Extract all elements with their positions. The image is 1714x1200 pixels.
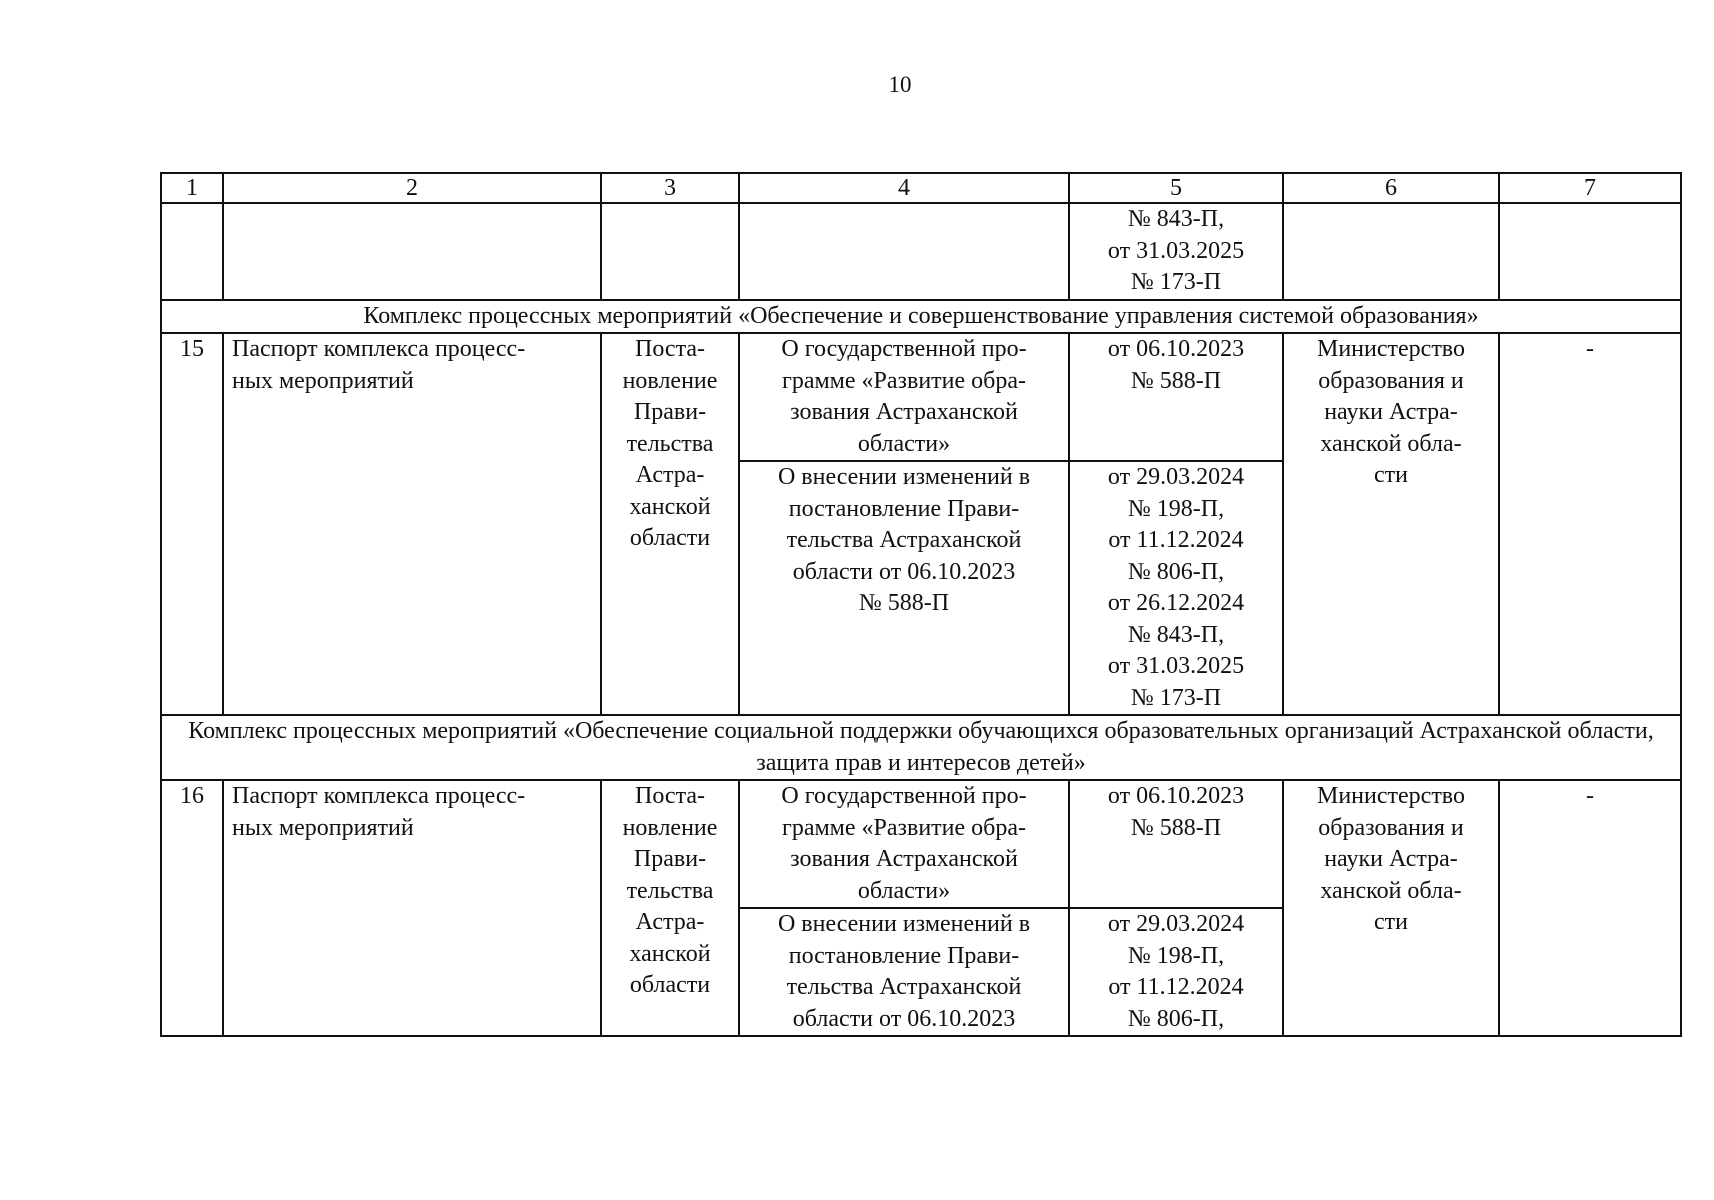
text-line: от 31.03.2025 <box>1107 237 1245 264</box>
cell-empty <box>601 203 739 300</box>
text-line: Прави- <box>633 846 707 872</box>
text-line: от 06.10.2023 <box>1107 336 1245 362</box>
document-name <box>223 333 601 715</box>
text-line: Астра- <box>635 909 705 935</box>
text-line: ных мероприятий <box>232 367 414 394</box>
text-line: тельства Астраханской <box>786 527 1022 553</box>
text-line: ханской <box>629 493 711 520</box>
column-number-row <box>161 173 1681 203</box>
text-line: № 588-П <box>1130 814 1222 841</box>
text-line: зования Астраханской <box>790 846 1018 872</box>
text-line: постановление Прави- <box>788 942 1020 969</box>
text-line: от 11.12.2024 <box>1108 974 1244 1000</box>
text-line: сти <box>1374 909 1408 935</box>
text-line: науки Астра- <box>1324 399 1458 425</box>
row-number: 16 <box>161 780 223 1036</box>
text-line: № 173-П <box>1130 269 1222 295</box>
section-heading: Комплекс процессных мероприятий «Обеспечение социальной поддержки обучающихся образовательных организаций Астраханской области, защита прав и интересов детей» <box>161 715 1681 780</box>
page-number: 10 <box>888 72 912 97</box>
document-number <box>1069 780 1283 908</box>
text-line: постановление Прави- <box>788 495 1020 522</box>
text-line: образования и <box>1318 367 1464 394</box>
column-number: 3 <box>601 173 739 203</box>
text-line: от 06.10.2023 <box>1107 783 1245 809</box>
section-heading-row <box>161 715 1681 780</box>
table-row <box>161 780 1681 908</box>
text-line: области» <box>857 430 951 457</box>
amendment-numbers <box>1069 461 1283 715</box>
text-line: от 29.03.2024 <box>1107 464 1245 490</box>
text-line: грамме «Развитие обра- <box>781 367 1027 394</box>
text-line: Поста- <box>634 336 705 362</box>
cell-empty <box>1283 203 1499 300</box>
text-line: № 806-П, <box>1127 1005 1225 1032</box>
column-number: 1 <box>161 173 223 203</box>
text-line: № 843-П, <box>1127 206 1225 232</box>
text-line: области <box>629 972 711 998</box>
text-line: новление <box>622 367 718 394</box>
text-line: Астра- <box>635 462 705 488</box>
text-line: науки Астра- <box>1324 846 1458 872</box>
text-line: сти <box>1374 462 1408 488</box>
text-line: Паспорт комплекса процесс- <box>232 783 526 809</box>
text-line: ханской обла- <box>1320 430 1462 457</box>
note: - <box>1499 780 1681 1036</box>
cell-empty <box>1499 203 1681 300</box>
text-line: № 806-П, <box>1127 558 1225 585</box>
text-line: Министерство <box>1317 336 1465 362</box>
column-number: 6 <box>1283 173 1499 203</box>
text-line: области от 06.10.2023 <box>792 1005 1016 1032</box>
cell-empty <box>161 203 223 300</box>
text-line: тельства Астраханской <box>786 974 1022 1000</box>
text-line: от 31.03.2025 <box>1107 653 1245 679</box>
cell-empty <box>223 203 601 300</box>
text-line: от 29.03.2024 <box>1107 911 1245 937</box>
text-line: О внесении изменений в <box>777 911 1031 937</box>
text-line: области <box>629 525 711 551</box>
note: - <box>1499 333 1681 715</box>
text-line: О внесении изменений в <box>777 464 1031 490</box>
text-line: № 198-П, <box>1127 942 1225 969</box>
continuation-row <box>161 203 1681 300</box>
column-number: 4 <box>739 173 1069 203</box>
responsible-executor <box>1283 333 1499 715</box>
registry-table <box>160 172 1682 1037</box>
document-number <box>1069 333 1283 461</box>
row-number: 15 <box>161 333 223 715</box>
text-line: Министерство <box>1317 783 1465 809</box>
text-line: от 26.12.2024 <box>1107 590 1245 616</box>
table-row <box>161 333 1681 461</box>
text-line: новление <box>622 814 718 841</box>
document-title <box>739 333 1069 461</box>
text-line: Прави- <box>633 399 707 425</box>
text-line: грамме «Развитие обра- <box>781 814 1027 841</box>
text-line: области от 06.10.2023 <box>792 558 1016 585</box>
text-line: ных мероприятий <box>232 814 414 841</box>
amendment-numbers <box>1069 908 1283 1036</box>
column-number: 7 <box>1499 173 1681 203</box>
text-line: О государственной про- <box>781 336 1027 362</box>
text-line: № 198-П, <box>1127 495 1225 522</box>
cell-empty <box>739 203 1069 300</box>
column-number: 5 <box>1069 173 1283 203</box>
text-line: тельства <box>626 430 714 457</box>
document-type <box>601 333 739 715</box>
section-heading-row <box>161 300 1681 334</box>
continuation-doc-numbers <box>1069 203 1283 300</box>
amendment-title <box>739 908 1069 1036</box>
section-heading: Комплекс процессных мероприятий «Обеспечение и совершенствование управления системой образования» <box>161 300 1681 334</box>
column-number: 2 <box>223 173 601 203</box>
text-line: Паспорт комплекса процесс- <box>232 336 526 362</box>
document-name <box>223 780 601 1036</box>
text-line: № 173-П <box>1130 684 1222 711</box>
text-line: № 588-П <box>858 590 950 616</box>
text-line: № 588-П <box>1130 367 1222 394</box>
text-line: области» <box>857 877 951 904</box>
text-line: от 11.12.2024 <box>1108 527 1244 553</box>
amendment-title <box>739 461 1069 715</box>
text-line: тельства <box>626 877 714 904</box>
text-line: О государственной про- <box>781 783 1027 809</box>
text-line: ханской обла- <box>1320 877 1462 904</box>
text-line: Поста- <box>634 783 705 809</box>
text-line: зования Астраханской <box>790 399 1018 425</box>
text-line: ханской <box>629 940 711 967</box>
document-title <box>739 780 1069 908</box>
document-type <box>601 780 739 1036</box>
text-line: № 843-П, <box>1127 621 1225 648</box>
responsible-executor <box>1283 780 1499 1036</box>
text-line: образования и <box>1318 814 1464 841</box>
